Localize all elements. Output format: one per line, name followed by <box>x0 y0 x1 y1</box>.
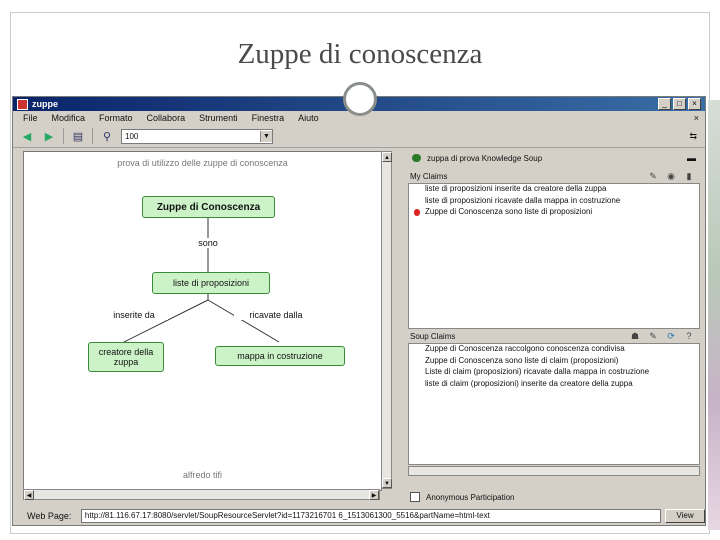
minimize-panel-icon[interactable]: ▬ <box>687 153 696 163</box>
close-button[interactable]: × <box>688 98 701 110</box>
list-item[interactable]: Zuppe di Conoscenza sono liste di claim (proposizioni) <box>425 355 619 365</box>
zoom-value: 100 <box>125 131 139 141</box>
my-claims-label: My Claims <box>410 171 448 181</box>
zoom-select[interactable] <box>121 129 273 144</box>
menu-formato[interactable]: Formato <box>99 113 133 123</box>
window-title: zuppe <box>32 99 58 109</box>
concept-map-canvas[interactable] <box>23 151 382 491</box>
document-close-button[interactable]: × <box>693 113 699 123</box>
concept-node-right[interactable]: mappa in costruzione <box>215 346 345 366</box>
menu-strumenti[interactable]: Strumenti <box>199 113 238 123</box>
menu-aiuto[interactable]: Aiuto <box>298 113 319 123</box>
maximize-button[interactable]: □ <box>673 98 686 110</box>
map-author: alfredo tifi <box>182 470 223 480</box>
cmaptools-window <box>12 96 706 526</box>
knowledge-soup-panel <box>408 151 700 503</box>
list-item[interactable]: Zuppe di Conoscenza raccolgono conoscenza condivisa <box>425 344 625 353</box>
my-claims-list[interactable] <box>408 183 700 329</box>
menu-modifica[interactable]: Modifica <box>51 113 86 123</box>
soup-claims-label: Soup Claims <box>410 331 456 341</box>
menu-collabora[interactable]: Collabora <box>146 113 186 123</box>
scroll-left-icon[interactable]: ◀ <box>24 490 34 500</box>
horizontal-scrollbar[interactable] <box>23 489 380 500</box>
soup-header <box>408 151 700 165</box>
list-item[interactable]: liste di proposizioni ricavate dalla mappa in costruzione <box>425 195 621 205</box>
question-icon[interactable]: ? <box>686 331 692 341</box>
toolbar-separator <box>92 128 93 144</box>
soup-claims-panel <box>408 329 700 489</box>
soup-icon <box>412 154 421 162</box>
toolbar-separator <box>63 128 64 144</box>
claim-edit-icon[interactable]: ✎ <box>649 331 657 341</box>
menu-file[interactable]: File <box>23 113 38 123</box>
minimize-button[interactable]: _ <box>658 98 671 110</box>
delete-claim-icon[interactable]: ▮ <box>686 171 692 181</box>
app-icon <box>17 99 28 110</box>
scroll-up-icon[interactable]: ▲ <box>382 152 392 162</box>
list-item[interactable]: liste di claim (proposizioni) inserite da creatore della zuppa <box>425 378 633 388</box>
my-claims-panel <box>408 169 700 329</box>
soup-claims-hscrollbar[interactable] <box>408 466 700 476</box>
concept-node-middle[interactable]: liste di proposizioni <box>152 272 270 294</box>
forward-arrow-icon[interactable]: ▶ <box>44 130 54 143</box>
search-claim-icon[interactable]: ◉ <box>667 171 675 181</box>
slide-title: Zuppe di conoscenza <box>237 38 483 70</box>
map-title: prova di utilizzo delle zuppe di conoscenza <box>117 158 288 168</box>
anonymous-participation[interactable] <box>408 492 515 502</box>
list-item[interactable]: liste di proposizioni inserite da creatore della zuppa <box>425 184 607 193</box>
soup-title: zuppa di prova Knowledge Soup <box>427 153 543 163</box>
menu-finestra[interactable]: Finestra <box>251 113 285 123</box>
toolbar <box>13 125 705 148</box>
claim-tool-icon[interactable]: ☗ <box>630 331 640 341</box>
view-button[interactable]: View <box>665 509 705 523</box>
edit-claim-icon[interactable]: ✎ <box>649 171 657 181</box>
vertical-scrollbar[interactable] <box>381 151 392 489</box>
anonymous-checkbox[interactable] <box>410 492 420 502</box>
list-item[interactable]: Liste di claim (proposizioni) ricavate dalla mappa in costruzione <box>425 367 650 376</box>
web-page-label: Web Page: <box>27 511 72 521</box>
chevron-down-icon[interactable]: ▼ <box>260 131 272 142</box>
url-field[interactable]: http://81.116.67.17:8080/servlet/SoupResourceServlet?id=1173216701 6_1513061300_5516&partName=html-text <box>81 509 661 523</box>
list-item[interactable]: Zuppe di Conoscenza sono liste di proposizioni <box>409 207 699 219</box>
soup-claims-list[interactable] <box>408 343 700 465</box>
concept-node-root[interactable]: Zuppe di Conoscenza <box>142 196 275 218</box>
sync-icon[interactable]: ⇆ <box>689 130 697 141</box>
statusbar <box>13 507 705 525</box>
link-label-inserite[interactable]: inserite da <box>100 310 168 320</box>
refresh-icon[interactable]: ⟳ <box>667 331 675 341</box>
view-menu-icon[interactable]: ▤ <box>72 130 84 143</box>
back-arrow-icon[interactable]: ◀ <box>22 130 32 143</box>
link-label-ricavate[interactable]: ricavate dalla <box>234 310 318 320</box>
slide-decoration <box>708 100 720 530</box>
scroll-down-icon[interactable]: ▼ <box>382 478 392 488</box>
link-label-sono[interactable]: sono <box>190 238 226 248</box>
anonymous-label: Anonymous Participation <box>426 492 515 502</box>
title-ornament <box>343 82 377 116</box>
zoom-icon: ⚲ <box>102 130 112 143</box>
scroll-right-icon[interactable]: ▶ <box>369 490 379 500</box>
concept-node-left[interactable]: creatore della zuppa <box>88 342 164 372</box>
